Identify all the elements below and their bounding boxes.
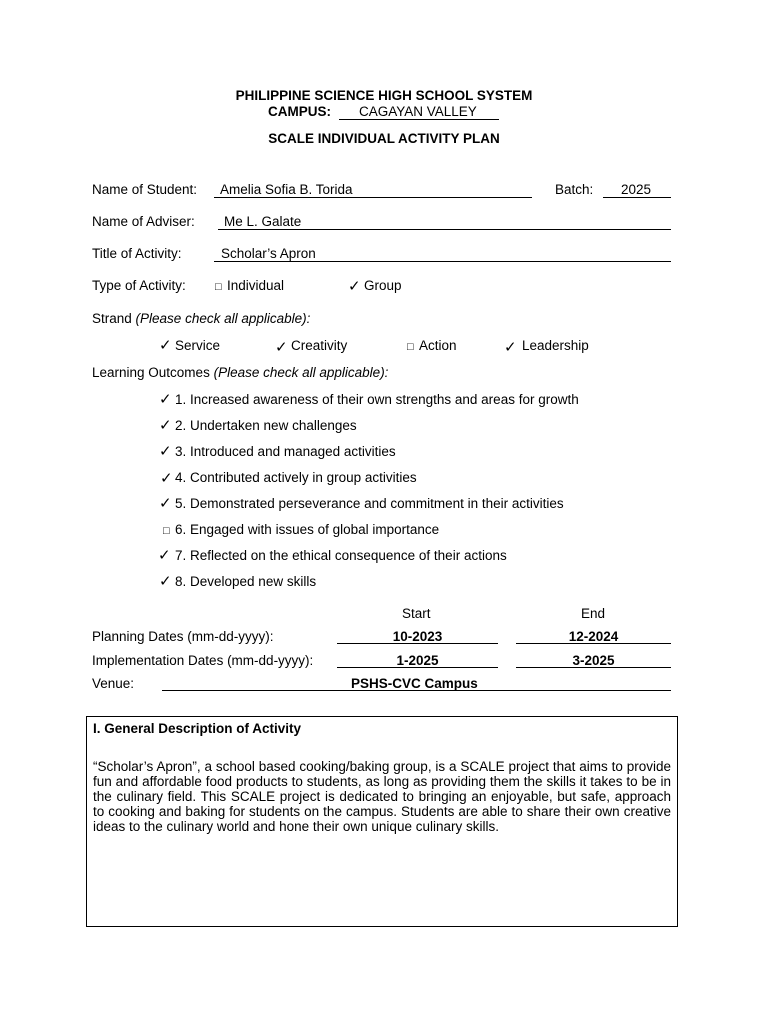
strand-note: (Please check all applicable):: [135, 311, 311, 326]
outcome-3: 3. Introduced and managed activities: [175, 444, 396, 459]
planning-end: 12-2024: [568, 629, 619, 644]
batch-value: 2025: [621, 182, 652, 197]
planning-start: 10-2023: [392, 629, 443, 644]
form-title: SCALE INDIVIDUAL ACTIVITY PLAN: [268, 131, 500, 146]
outcome-8-check-icon: ✓: [159, 573, 172, 590]
general-description-box: [86, 716, 678, 927]
outcome-3-check-icon: ✓: [159, 443, 172, 460]
implementation-start: 1-2025: [396, 653, 439, 668]
strand-leadership: Leadership: [522, 338, 589, 353]
adviser-label: Name of Adviser:: [92, 214, 195, 229]
group-check-icon: ✓: [348, 278, 361, 295]
strand-heading: [92, 311, 310, 326]
batch-label: Batch:: [555, 182, 594, 197]
school-system-title: PHILIPPINE SCIENCE HIGH SCHOOL SYSTEM: [235, 88, 533, 103]
outcome-4-check-icon: ✓: [160, 470, 173, 487]
individual-checkbox-icon: □: [215, 281, 222, 293]
venue-value: PSHS-CVC Campus: [351, 676, 478, 691]
venue-label: Venue:: [92, 676, 135, 691]
outcomes-note: (Please check all applicable):: [213, 365, 389, 380]
campus-value: CAGAYAN VALLEY: [359, 104, 477, 119]
type-label: Type of Activity:: [92, 278, 186, 293]
campus-label: CAMPUS:: [268, 104, 331, 119]
outcome-1-check-icon: ✓: [159, 391, 172, 408]
student-label: Name of Student:: [92, 182, 198, 197]
outcome-2: 2. Undertaken new challenges: [175, 418, 357, 433]
general-description-heading: I. General Description of Activity: [93, 721, 302, 736]
service-check-icon: ✓: [159, 337, 172, 354]
outcome-8: 8. Developed new skills: [175, 574, 317, 589]
outcomes-label: Learning Outcomes: [92, 365, 210, 380]
outcomes-heading: [92, 365, 388, 380]
implementation-label: Implementation Dates (mm-dd-yyyy):: [92, 653, 314, 668]
type-group: Group: [364, 278, 402, 293]
strand-service: Service: [175, 338, 221, 353]
outcome-5: 5. Demonstrated perseverance and commitment in their activities: [175, 496, 564, 511]
outcome-7: 7. Reflected on the ethical consequence of their actions: [175, 548, 507, 563]
strand-label: Strand: [92, 311, 132, 326]
start-header: Start: [402, 606, 431, 621]
implementation-end: 3-2025: [572, 653, 615, 668]
strand-action: Action: [419, 338, 457, 353]
adviser-value: Me L. Galate: [224, 214, 302, 229]
title-value: Scholar’s Apron: [221, 246, 316, 261]
leadership-check-icon: ✓: [504, 339, 517, 356]
student-value: Amelia Sofia B. Torida: [220, 182, 353, 197]
outcome-7-check-icon: ✓: [158, 547, 171, 564]
creativity-check-icon: ✓: [275, 339, 288, 356]
action-checkbox-icon: □: [407, 341, 414, 353]
outcome-4: 4. Contributed actively in group activities: [175, 470, 417, 485]
planning-label: Planning Dates (mm-dd-yyyy):: [92, 629, 274, 644]
outcome-6-checkbox-icon: □: [163, 525, 170, 537]
end-header: End: [581, 606, 606, 621]
general-description-body: “Scholar’s Apron”, a school based cooking/baking group, is a SCALE project that aims to provide fun and affordable food products to students, as long as providing them the skills it takes to be in the culinary field. This SCALE project is dedicated to bringing an enjoyable, but safe, approach to cooking and baking for students on the campus. Students are able to share their own creative ideas to the culinary world and hone their own unique culinary skills.: [93, 759, 671, 834]
outcome-2-check-icon: ✓: [159, 417, 172, 434]
type-individual: Individual: [227, 278, 285, 293]
strand-creativity: Creativity: [291, 338, 348, 353]
outcome-1: 1. Increased awareness of their own strengths and areas for growth: [175, 392, 579, 407]
outcome-6: 6. Engaged with issues of global importance: [175, 522, 440, 537]
title-label: Title of Activity:: [92, 246, 182, 261]
outcome-5-check-icon: ✓: [159, 495, 172, 512]
